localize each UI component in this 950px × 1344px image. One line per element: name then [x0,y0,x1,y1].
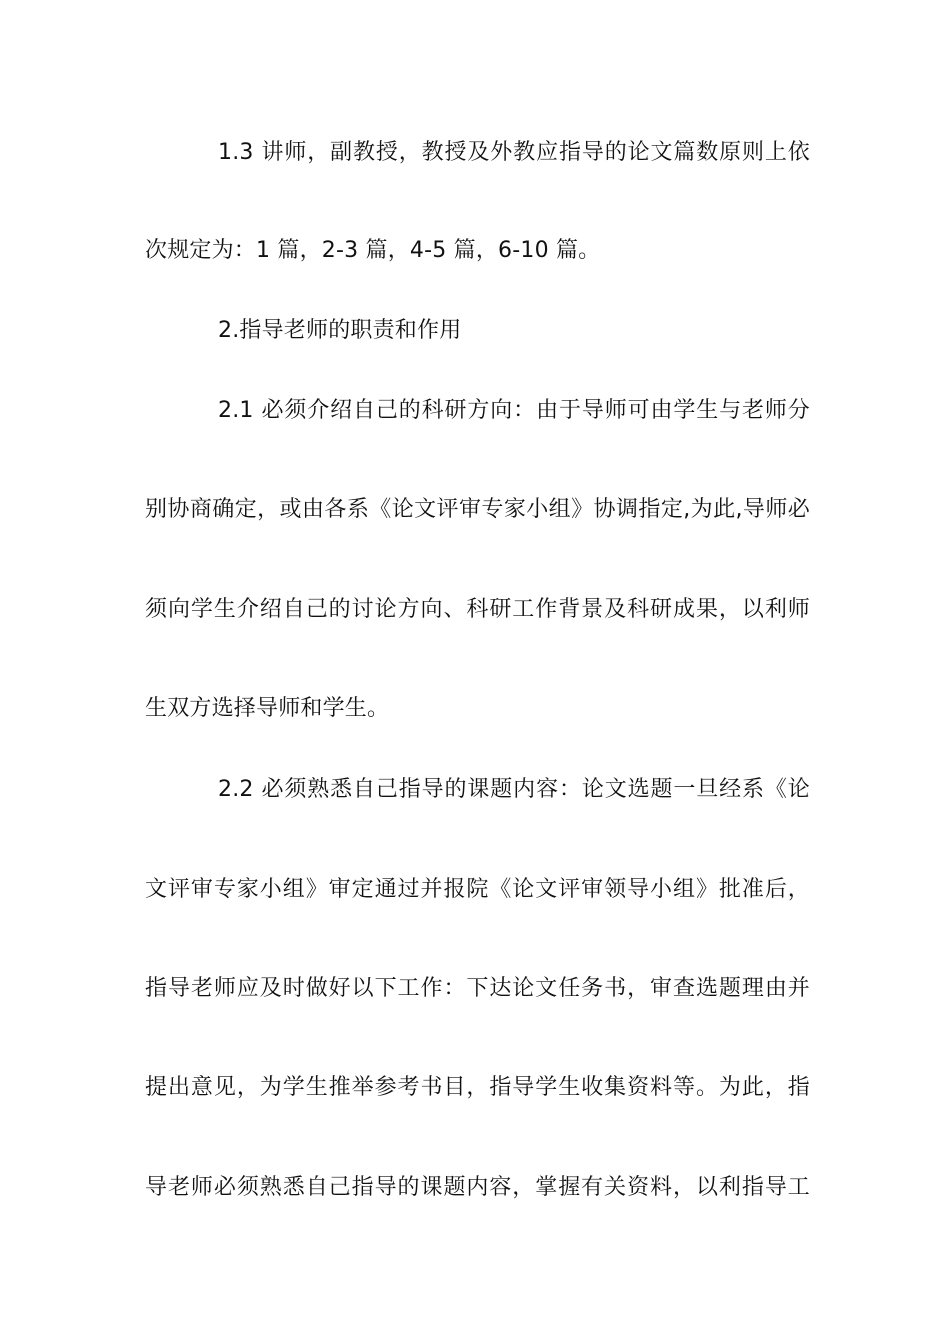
section-heading-2: 2.指导老师的职责和作用 [218,318,462,343]
paragraph-2-2-line-3: 指导老师应及时做好以下工作：下达论文任务书，审查选题理由并 [145,976,810,1001]
paragraph-2-1-line-1: 2.1 必须介绍自己的科研方向：由于导师可由学生与老师分 [218,398,810,423]
paragraph-2-2-line-5: 导老师必须熟悉自己指导的课题内容，掌握有关资料，以利指导工 [145,1175,810,1200]
paragraph-1-3-line-1: 1.3 讲师，副教授，教授及外教应指导的论文篇数原则上依 [218,140,810,165]
paragraph-1-3-line-2: 次规定为：1 篇，2-3 篇，4-5 篇，6-10 篇。 [145,238,601,263]
paragraph-2-2-line-4: 提出意见，为学生推举参考书目，指导学生收集资料等。为此，指 [145,1075,810,1100]
paragraph-2-1-line-4: 生双方选择导师和学生。 [145,696,390,721]
paragraph-2-1-line-3: 须向学生介绍自己的讨论方向、科研工作背景及科研成果，以利师 [145,597,810,622]
paragraph-2-1-line-2: 别协商确定，或由各系《论文评审专家小组》协调指定,为此,导师必 [145,497,810,522]
paragraph-2-2-line-2: 文评审专家小组》审定通过并报院《论文评审领导小组》批准后， [145,877,810,902]
paragraph-2-2-line-1: 2.2 必须熟悉自己指导的课题内容：论文选题一旦经系《论 [218,777,810,802]
